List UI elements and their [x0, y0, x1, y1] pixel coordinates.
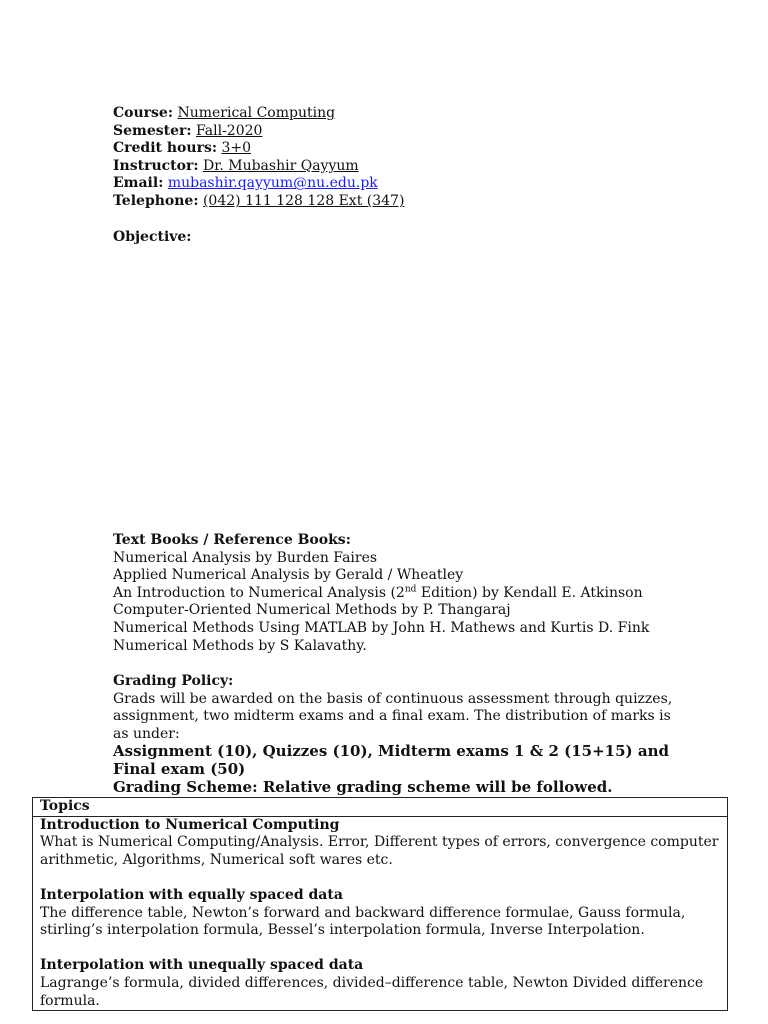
telephone-value: (042) 111 128 128 Ext (347): [202, 192, 405, 209]
topic-title: Introduction to Numerical Computing: [40, 816, 340, 833]
topic-text: The difference table, Newton’s forward and backward difference formulae, Gauss formula, stirling’s interpolation formula, Bessel’s interpolation formula, Inverse Interpolation.: [40, 904, 686, 939]
course-label: Course:: [113, 105, 173, 121]
course-value: Numerical Computing: [177, 105, 336, 121]
book-item-sup: nd: [404, 584, 417, 595]
topic-text: Lagrange’s formula, divided differences, divided–difference table, Newton Divided difference formula.: [40, 974, 704, 1009]
objective-heading: Objective:: [113, 229, 192, 245]
email-link[interactable]: mubashir.qayyum@nu.edu.pk: [167, 175, 378, 192]
topics-header: Topics: [33, 798, 728, 817]
email-row: [113, 175, 404, 193]
topics-table: [32, 797, 728, 1011]
book-item: Computer-Oriented Numerical Methods by P. Thangaraj: [113, 602, 511, 619]
book-item-text: An Introduction to Numerical Analysis (2: [113, 584, 405, 601]
spacer: [40, 869, 720, 887]
instructor-row: [113, 158, 404, 176]
grading-heading: Grading Policy:: [113, 673, 234, 689]
spacer: [40, 940, 720, 958]
book-item: Numerical Methods by S Kalavathy.: [113, 637, 367, 654]
semester-label: Semester:: [113, 122, 192, 139]
book-item: Applied Numerical Analysis by Gerald / Wheatley: [113, 567, 464, 584]
topics-body: [33, 816, 728, 1011]
topics-body-row: [33, 816, 728, 1011]
course-row: [113, 105, 404, 123]
books-heading: Text Books / Reference Books:: [113, 532, 351, 548]
book-item: Numerical Analysis by Burden Faires: [113, 549, 378, 566]
email-label: Email:: [113, 175, 164, 192]
instructor-label: Instructor:: [113, 157, 199, 174]
grading-distribution: Assignment (10), Quizzes (10), Midterm exams 1 & 2 (15+15) and Final exam (50): [113, 742, 669, 778]
credit-label: Credit hours:: [113, 140, 217, 157]
grading-text: Grads will be awarded on the basis of continuous assessment through quizzes, assignment, two midterm exams and a final exam. The distribution of marks is as under:: [113, 690, 673, 742]
book-item: Numerical Methods Using MATLAB by John H. Mathews and Kurtis D. Fink: [113, 619, 650, 636]
topics-header-row: [33, 798, 728, 817]
topic-title: Interpolation with unequally spaced data: [40, 957, 364, 974]
telephone-row: [113, 193, 404, 211]
semester-row: [113, 123, 404, 141]
topic-text: What is Numerical Computing/Analysis. Error, Different types of errors, convergence computer arithmetic, Algorithms, Numerical soft wares etc.: [40, 834, 719, 868]
course-info: [113, 105, 404, 211]
grading-section: [113, 673, 673, 796]
books-section: [113, 532, 733, 655]
topic-title: Interpolation with equally spaced data: [40, 886, 343, 903]
book-item-rest: Edition) by Kendall E. Atkinson: [416, 584, 643, 601]
credit-value: 3+0: [221, 140, 251, 157]
grading-scheme: Grading Scheme: Relative grading scheme will be followed.: [113, 777, 613, 796]
book-item: [113, 585, 733, 603]
credit-row: [113, 140, 404, 158]
instructor-value: Dr. Mubashir Qayyum: [202, 157, 359, 174]
telephone-label: Telephone:: [113, 192, 199, 209]
semester-value: Fall-2020: [196, 122, 263, 139]
